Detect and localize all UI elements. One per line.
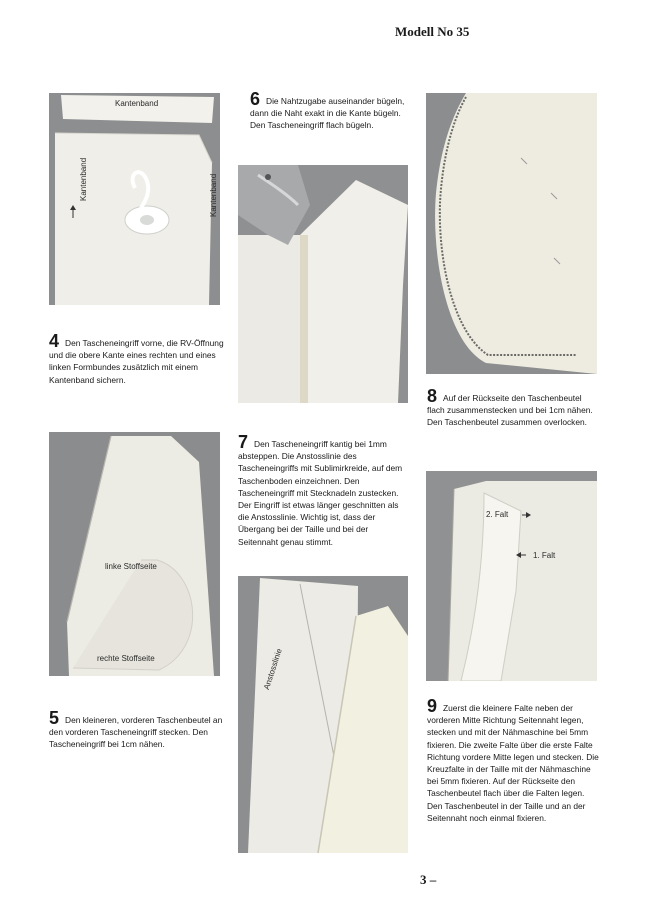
step-6-text: Die Nahtzugabe auseinander bügeln, dann die Naht exakt in die Kante bügeln. Den Tascheneingriff flach bügeln. — [250, 96, 405, 131]
step-8 — [427, 386, 599, 429]
label-kantenband-right: Kantenband — [209, 173, 218, 217]
photo-step-7 — [238, 576, 408, 853]
photo-step-5-drawing — [49, 432, 220, 676]
page-title: Modell No 35 — [395, 24, 470, 39]
photo-step-4 — [49, 93, 220, 305]
step-5-text: Den kleineren, vorderen Taschenbeutel an den vorderen Tascheneingriff stecken. Den Tascheneingriff bei 1cm nähen. — [49, 715, 223, 750]
label-2-falt: 2. Falt — [486, 510, 509, 519]
step-5 — [49, 708, 224, 751]
step-7 — [238, 432, 410, 548]
label-kantenband-top: Kantenband — [115, 99, 159, 108]
photo-step-9 — [426, 471, 597, 681]
label-kantenband-left: Kantenband — [79, 157, 88, 201]
label-linke-stoffseite: linke Stoffseite — [105, 562, 157, 571]
step-5-number: 5 — [49, 708, 60, 728]
photo-step-9-drawing — [426, 471, 597, 681]
photo-step-5 — [49, 432, 220, 676]
step-6-number: 6 — [250, 89, 261, 109]
step-4-number: 4 — [49, 331, 60, 351]
step-9-number: 9 — [427, 696, 438, 716]
step-7-number: 7 — [238, 432, 249, 452]
photo-step-8-drawing — [426, 93, 597, 374]
step-6 — [250, 89, 410, 132]
photo-step-8 — [426, 93, 597, 374]
step-7-text: Den Tascheneingriff kantig bei 1mm absteppen. Die Anstosslinie des Tascheneingriffs mit Sublimirkreide, auf dem Taschenboden einzeichnen. Den Tascheneingriff mit Stecknadeln zustecken. Der Eingriff ist etwas länger geschnitten als die Anstosslinie. Wichtig ist, dass der Übergang bei der Taille und bei der Seitennaht genau stimmt. — [238, 439, 403, 547]
photo-step-6 — [238, 165, 408, 403]
step-4-text: Den Tascheneingriff vorne, die RV-Öffnung und die obere Kante eines rechten und eines linken Formbundes zusätzlich mit einem Kantenband sichern. — [49, 338, 224, 385]
photo-step-7-drawing — [238, 576, 408, 853]
label-anstosslinie: Anstosslinie — [262, 647, 284, 691]
label-1-falt: 1. Falt — [533, 551, 556, 560]
photo-step-6-drawing — [238, 165, 408, 403]
step-8-text: Auf der Rückseite den Taschenbeutel flach zusammenstecken und bei 1cm nähen. Den Taschenbeutel zusammen overlocken. — [427, 393, 593, 428]
label-rechte-stoffseite: rechte Stoffseite — [97, 654, 155, 663]
step-8-number: 8 — [427, 386, 438, 406]
step-4 — [49, 331, 229, 386]
step-9 — [427, 696, 599, 824]
photo-step-4-drawing — [49, 93, 220, 305]
page-number: 3 – — [420, 872, 437, 887]
step-9-text: Zuerst die kleinere Falte neben der vorderen Mitte Richtung Seitennaht legen, stecken und mit der Nähmaschine bei 5mm fixieren. Die zweite Falte über die erste Falte Richtung vordere Mitte legen und stecken. Die Kreuzfalte in der Taille mit der Nähmaschine bei 5mm fixieren. Auf der Rückseite den Taschenbeutel flach über die Falten legen. Den Taschenbeutel in der Taille und an der Seitennaht noch einmal fixieren. — [427, 703, 599, 823]
